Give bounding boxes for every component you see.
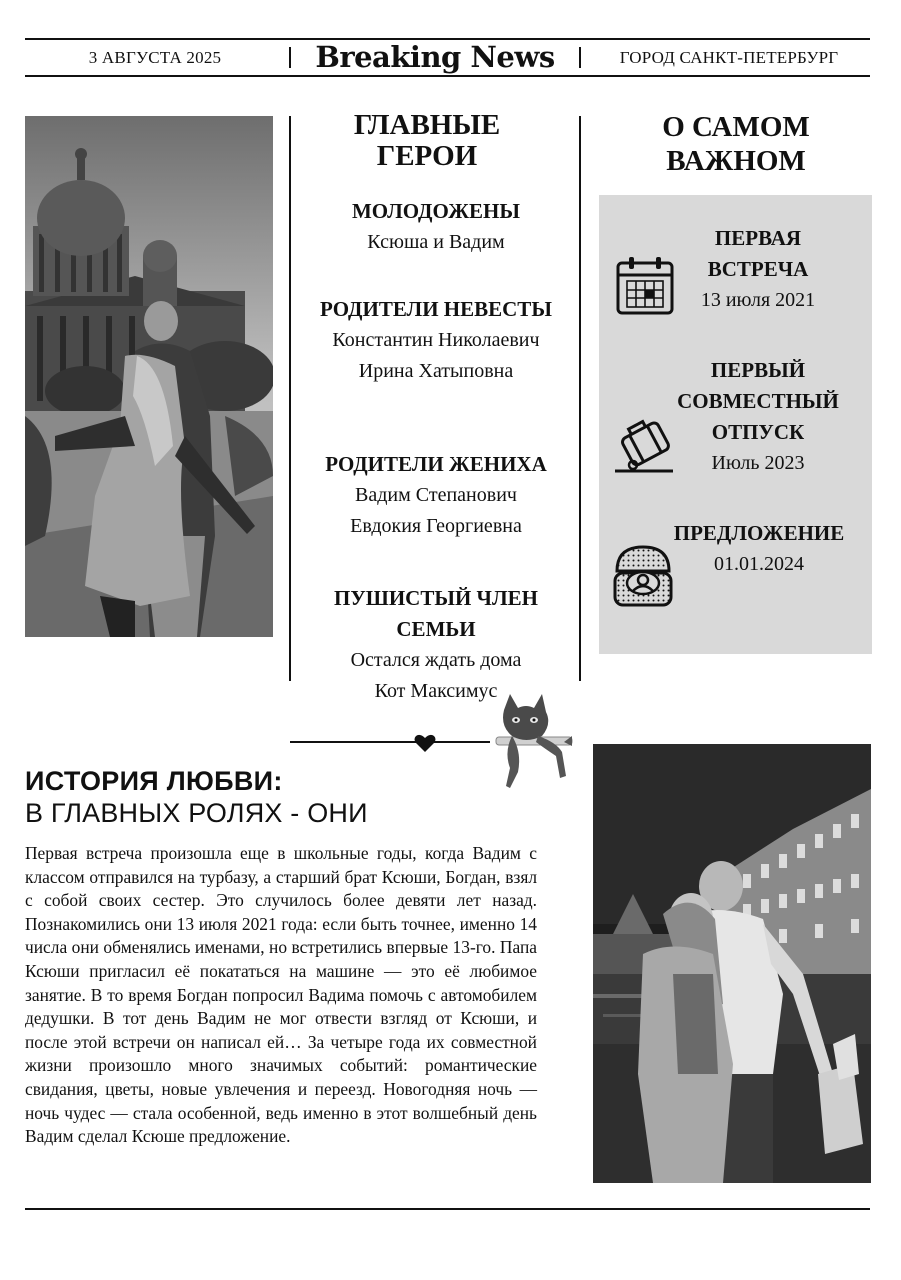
milestones-panel: [599, 195, 872, 654]
pet-heading-line1: ПУШИСТЫЙ ЧЛЕН: [334, 586, 538, 610]
first-vacation-event: [663, 355, 853, 479]
story-subtitle: В ГЛАВНЫХ РОЛЯХ - ОНИ: [25, 798, 368, 828]
bride-parents-block: [295, 294, 577, 387]
newlyweds-heading: МОЛОДОЖЕНЫ: [351, 199, 521, 223]
groom-mother-name: Евдокия Георгиевна: [350, 515, 522, 537]
first-vacation-heading-line1: ПЕРВЫЙ: [710, 358, 806, 382]
proposal-event: [659, 518, 859, 580]
heart-icon: [414, 733, 436, 753]
cat-illustration: [482, 692, 574, 794]
bride-parents-heading: РОДИТЕЛИ НЕВЕСТЫ: [320, 297, 552, 321]
bride-mother-name: Ирина Хатыповна: [358, 360, 514, 382]
header-divider-right: [579, 47, 581, 68]
footer-rule: [25, 1208, 870, 1210]
important-title: [600, 110, 872, 178]
first-meeting-heading-line1: ПЕРВАЯ: [714, 226, 802, 250]
heart-divider-line: [290, 741, 490, 743]
couple-night-photo: [593, 744, 871, 1183]
header-divider-left: [289, 47, 291, 68]
first-vacation-heading-line2: СОВМЕСТНЫЙ: [677, 389, 839, 413]
city-label: ГОРОД САНКТ-ПЕТЕРБУРГ: [619, 48, 839, 67]
first-meeting-date: 13 июля 2021: [700, 289, 816, 311]
story-body: Первая встреча произошла еще в школьные годы, когда Вадим с классом отправился на турбазу, а старший брат Ксюши, Богдан, взял с собой своих сестер. Это случилось более девяти лет назад. Познакомились они 13 июля 2021 года: если быть точнее, именно 14 числа они обменялись именами, но встретились впервые 13-го. Папа Ксюши пригласил её покататься на машине — это её любимое занятие. В то время Богдан попросил Вадима помочь с автомобилем дедушки. В тот день Вадим не мог отвести взгляд от Ксюши, и после этой встречи он написал ей… За четыре года их совместной жизни произошло много значимых событий: романтические свидания, цветы, новые увлечения и переезд. Новогодняя ночь — ночь чудес — стала особенной, ведь именно в этот волшебный день Вадим сделал Ксюше предложение.: [25, 843, 537, 1147]
first-meeting-event: [663, 223, 853, 316]
first-vacation-date: Июль 2023: [711, 452, 805, 474]
bride-father-name: Константин Николаевич: [332, 329, 540, 351]
important-title-line2: ВАЖНОМ: [666, 145, 806, 177]
newlyweds-names: Ксюша и Вадим: [367, 231, 505, 253]
header-bottom-rule: [25, 75, 870, 77]
groom-parents-heading: РОДИТЕЛИ ЖЕНИХА: [325, 452, 547, 476]
pet-status: Остался ждать дома: [350, 649, 522, 671]
couple-cathedral-photo: [25, 116, 273, 637]
heroes-title-line2: ГЕРОИ: [376, 140, 478, 172]
column-divider-left: [289, 116, 291, 681]
story-title: ИСТОРИЯ ЛЮБВИ:: [25, 766, 283, 796]
column-divider-right: [579, 116, 581, 681]
masthead-title: Breaking News: [315, 40, 555, 74]
pet-block: [295, 583, 577, 707]
important-title-line1: О САМОМ: [662, 111, 810, 143]
first-vacation-heading-line3: ОТПУСК: [711, 420, 805, 444]
heroes-title: [295, 110, 559, 172]
pet-name: Кот Максимус: [374, 680, 498, 702]
proposal-heading: ПРЕДЛОЖЕНИЕ: [673, 521, 845, 545]
first-meeting-heading-line2: ВСТРЕЧА: [707, 257, 809, 281]
issue-date: 3 АВГУСТА 2025: [88, 48, 222, 67]
heroes-title-line1: ГЛАВНЫЕ: [353, 109, 501, 141]
pet-heading-line2: СЕМЬИ: [396, 617, 476, 641]
proposal-date: 01.01.2024: [714, 553, 804, 575]
groom-father-name: Вадим Степанович: [355, 484, 517, 506]
newlyweds-block: [295, 196, 577, 258]
groom-parents-block: [295, 449, 577, 542]
